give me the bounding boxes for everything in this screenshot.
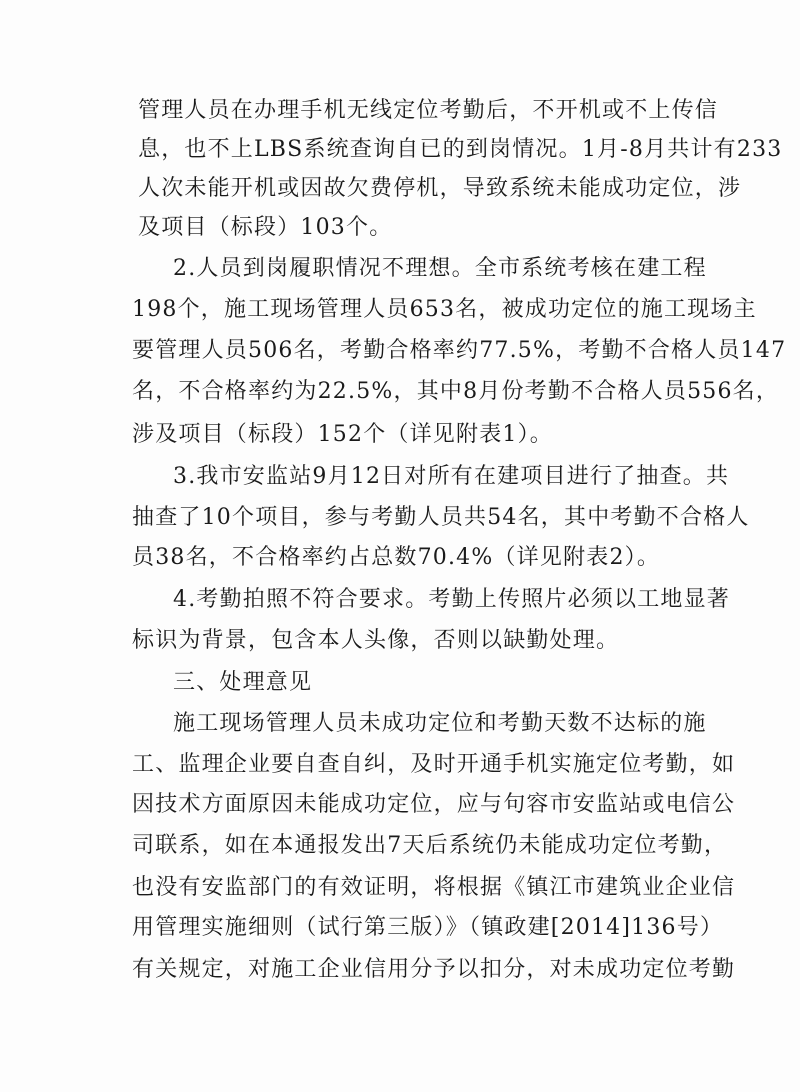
- text-line: 人次未能开机或因故欠费停机，导致系统未能成功定位，涉: [138, 176, 742, 201]
- text-line: 3.我市安监站9月12日对所有在建项目进行了抽查。共: [173, 464, 730, 489]
- text-line: 管理人员在办理手机无线定位考勤后，不开机或不上传信: [138, 98, 719, 123]
- text-line: 息，也不上LBS系统查询自已的到岗情况。1月-8月共计有233: [138, 137, 783, 162]
- text-line: 司联系，如在本通报发出7天后系统仍未能成功定位考勤，: [132, 833, 728, 858]
- text-line: 要管理人员506名，考勤合格率约77.5%，考勤不合格人员147: [132, 338, 787, 363]
- text-line: 用管理实施细则（试行第三版）》（镇政建[2014]136号）: [132, 915, 724, 940]
- text-line: 也没有安监部门的有效证明，将根据《镇江市建筑业企业信: [132, 875, 736, 900]
- text-line: 涉及项目（标段）152个（详见附表1）。: [132, 422, 553, 447]
- text-line: 198个，施工现场管理人员653名，被成功定位的施工现场主: [132, 297, 757, 322]
- text-line: 2.人员到岗履职情况不理想。全市系统考核在建工程: [173, 256, 707, 281]
- section-heading: 三、处理意见: [173, 670, 313, 695]
- text-line: 有关规定，对施工企业信用分予以扣分，对未成功定位考勤: [132, 957, 736, 982]
- text-line: 抽查了10个项目，参与考勤人员共54名，其中考勤不合格人: [132, 505, 750, 530]
- text-line: 名，不合格率约为22.5%，其中8月份考勤不合格人员556名，: [132, 379, 780, 404]
- text-line: 及项目（标段）103个。: [138, 215, 393, 240]
- text-line: 4.考勤拍照不符合要求。考勤上传照片必须以工地显著: [173, 587, 730, 612]
- text-line: 标识为背景，包含本人头像，否则以缺勤处理。: [132, 628, 620, 653]
- text-line: 工、监理企业要自查自纠，及时开通手机实施定位考勤，如: [132, 752, 736, 777]
- text-line: 施工现场管理人员未成功定位和考勤天数不达标的施: [173, 711, 707, 736]
- text-line: 因技术方面原因未能成功定位，应与句容市安监站或电信公: [132, 792, 736, 817]
- text-line: 员38名，不合格率约占总数70.4%（详见附表2）。: [132, 545, 661, 570]
